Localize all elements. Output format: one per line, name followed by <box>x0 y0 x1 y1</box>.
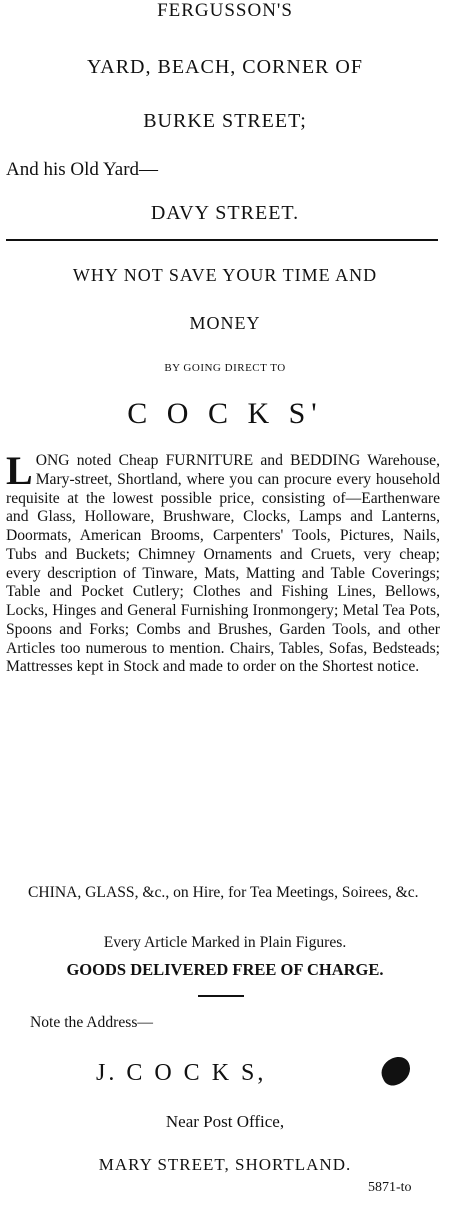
ad-body-text: ONG noted Cheap FURNITURE and BEDDING Warehouse, Mary-street, Shortland, where you can procure every household requisite at the lowest possible price, consisting of—Earthenware and Glass, Holloware, Brushware, Clocks, Lamps and Lanterns, Doormats, American Brooms, Carpenters' Tools, Pictures, Nails, Tubs and Buckets; Chimney Ornaments and Cruets, very cheap; every description of Tinware, Mats, Matting and Table Coverings; Table and Pocket Cutlery; Clothes and Fishing Lines, Bellows, Locks, Hinges and General Furnishing Ironmongery; Metal Tea Pots, Spoons and Forks; Combs and Brushes, Garden Tools, and other Articles too numerous to mention. Chairs, Tables, Sofas, Bedsteads; Mattresses kept in Stock and made to order on the Shortest notice. <box>6 452 440 676</box>
ad-body <box>6 448 440 677</box>
drop-cap: L <box>6 448 33 493</box>
ad-reference: 5871-to <box>368 1180 412 1195</box>
proprietor-name: J. C O C K S, <box>96 1060 267 1086</box>
ink-blot <box>377 1053 415 1089</box>
header-davy-street: DAVY STREET. <box>150 202 300 224</box>
near-post-office: Near Post Office, <box>165 1112 285 1131</box>
china-hire-text: CHINA, GLASS, &c., on Hire, for Tea Meetings, Soirees, &c. <box>28 884 419 901</box>
short-divider <box>198 995 244 997</box>
address-note: Note the Address— <box>30 1014 153 1031</box>
header-title: FERGUSSON'S <box>157 0 293 21</box>
delivery-text: GOODS DELIVERED FREE OF CHARGE. <box>66 960 384 979</box>
ad-headline: WHY NOT SAVE YOUR TIME AND <box>72 265 378 285</box>
street-address: MARY STREET, SHORTLAND. <box>98 1155 352 1174</box>
ad-brand: C O C K S' <box>127 397 323 430</box>
header-street-line: BURKE STREET; <box>143 110 307 132</box>
plain-figures-text: Every Article Marked in Plain Figures. <box>103 934 347 951</box>
header-old-yard: And his Old Yard— <box>6 159 159 180</box>
ad-headline-money: MONEY <box>189 313 261 333</box>
section-divider <box>6 239 438 241</box>
ad-subhead: BY GOING DIRECT TO <box>164 362 286 374</box>
header-yard-line: YARD, BEACH, CORNER OF <box>87 56 363 78</box>
